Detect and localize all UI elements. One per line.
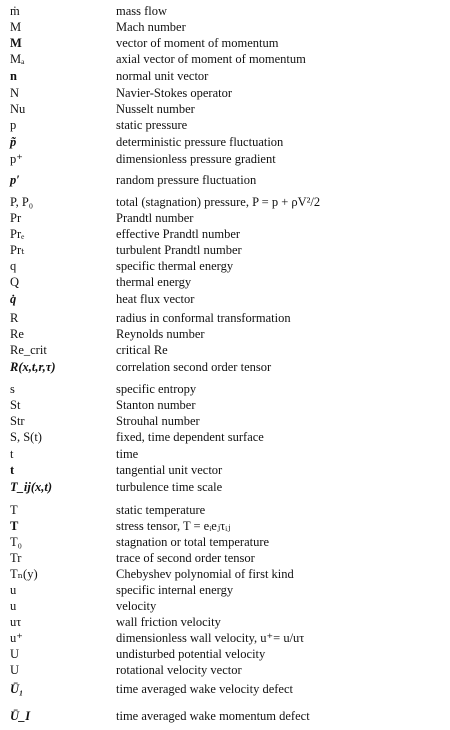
symbol: P, P₀ xyxy=(10,195,34,209)
symbol: s xyxy=(10,382,15,396)
symbol: u⁺ xyxy=(10,631,23,645)
symbol-description: radius in conformal transformation xyxy=(116,311,291,325)
symbol-description: tangential unit vector xyxy=(116,463,223,477)
symbol-description: vector of moment of momentum xyxy=(116,36,279,50)
symbol: p⁺ xyxy=(10,152,23,166)
symbol-description: Nusselt number xyxy=(116,102,195,116)
symbol-description: turbulence time scale xyxy=(116,480,223,494)
symbol: Tₙ(y) xyxy=(10,567,38,581)
symbol: Pr xyxy=(10,211,22,225)
symbol: q xyxy=(10,259,17,273)
symbol-description: deterministic pressure fluctuation xyxy=(116,135,284,149)
symbol: Prₑ xyxy=(10,227,25,241)
symbol: Ū_I xyxy=(10,709,31,723)
symbol: R xyxy=(10,311,19,325)
symbol: q̇ xyxy=(10,292,17,306)
symbol: Nu xyxy=(10,102,26,116)
symbol: Prₜ xyxy=(10,243,25,257)
symbol-description: time averaged wake momentum defect xyxy=(116,709,310,723)
symbol: ṁ xyxy=(10,4,20,18)
symbol: T xyxy=(10,503,18,517)
symbol: p xyxy=(10,118,17,132)
symbol-description: undisturbed potential velocity xyxy=(116,647,266,661)
symbol: u xyxy=(10,599,17,613)
symbol: n xyxy=(10,69,17,83)
symbol: t xyxy=(10,447,14,461)
symbol-description: specific entropy xyxy=(116,382,197,396)
symbol-description: dimensionless pressure gradient xyxy=(116,152,276,166)
symbol: S, S(t) xyxy=(10,430,42,444)
symbol: M xyxy=(10,36,22,50)
symbol: N xyxy=(10,86,20,100)
symbol-description: rotational velocity vector xyxy=(116,663,242,677)
symbol-description: axial vector of moment of momentum xyxy=(116,52,306,66)
symbol-description: Mach number xyxy=(116,20,186,34)
symbol: Re xyxy=(10,327,24,341)
symbol: t xyxy=(10,463,15,477)
symbol-description: static pressure xyxy=(116,118,188,132)
symbol-description: mass flow xyxy=(116,4,168,18)
symbol: Tr xyxy=(10,551,22,565)
symbol-description: critical Re xyxy=(116,343,168,357)
symbol-description: correlation second order tensor xyxy=(116,360,272,374)
symbol-description: time xyxy=(116,447,139,461)
symbol: uτ xyxy=(10,615,22,629)
symbol: u xyxy=(10,583,17,597)
symbol-description: static temperature xyxy=(116,503,206,517)
symbol: Ū₁ xyxy=(10,682,24,696)
symbol-description: fixed, time dependent surface xyxy=(116,430,264,444)
symbol: p′ xyxy=(10,173,20,187)
symbol-description: dimensionless wall velocity, u⁺= u/uτ xyxy=(116,631,305,645)
symbol: U xyxy=(10,647,20,661)
symbol-description: Chebyshev polynomial of first kind xyxy=(116,567,294,581)
symbol-description: time averaged wake velocity defect xyxy=(116,682,293,696)
symbol-description: turbulent Prandtl number xyxy=(116,243,242,257)
symbol-description: Navier-Stokes operator xyxy=(116,86,233,100)
symbol: Str xyxy=(10,414,25,428)
symbol-description: Strouhal number xyxy=(116,414,200,428)
symbol-description: normal unit vector xyxy=(116,69,209,83)
symbol-description: Reynolds number xyxy=(116,327,205,341)
symbol-description: velocity xyxy=(116,599,157,613)
symbol: Q xyxy=(10,275,20,289)
symbol-description: specific thermal energy xyxy=(116,259,234,273)
symbol: St xyxy=(10,398,21,412)
symbol-description: wall friction velocity xyxy=(116,615,221,629)
symbol: p̃ xyxy=(10,135,17,149)
symbol: M xyxy=(10,20,22,34)
symbol-description: thermal energy xyxy=(116,275,192,289)
symbol-description: Stanton number xyxy=(116,398,196,412)
symbol-description: Prandtl number xyxy=(116,211,194,225)
symbol-description: heat flux vector xyxy=(116,292,195,306)
symbol: T_ij(x,t) xyxy=(10,480,53,494)
symbol-description: effective Prandtl number xyxy=(116,227,241,241)
symbol: U xyxy=(10,663,20,677)
symbol-description: trace of second order tensor xyxy=(116,551,255,565)
symbol: R(x,t,r,τ) xyxy=(10,360,56,374)
symbol-description: stagnation or total temperature xyxy=(116,535,270,549)
symbol: Re_crit xyxy=(10,343,47,357)
symbol-description: specific internal energy xyxy=(116,583,234,597)
symbol: Mₐ xyxy=(10,52,25,66)
symbol-description: stress tensor, T = eᵢeⱼτᵢⱼ xyxy=(116,519,231,533)
symbol-description: total (stagnation) pressure, P = p + ρV²/2 xyxy=(116,195,321,209)
symbol-description: random pressure fluctuation xyxy=(116,173,257,187)
symbol: T₀ xyxy=(10,535,22,549)
symbol: T xyxy=(10,519,19,533)
